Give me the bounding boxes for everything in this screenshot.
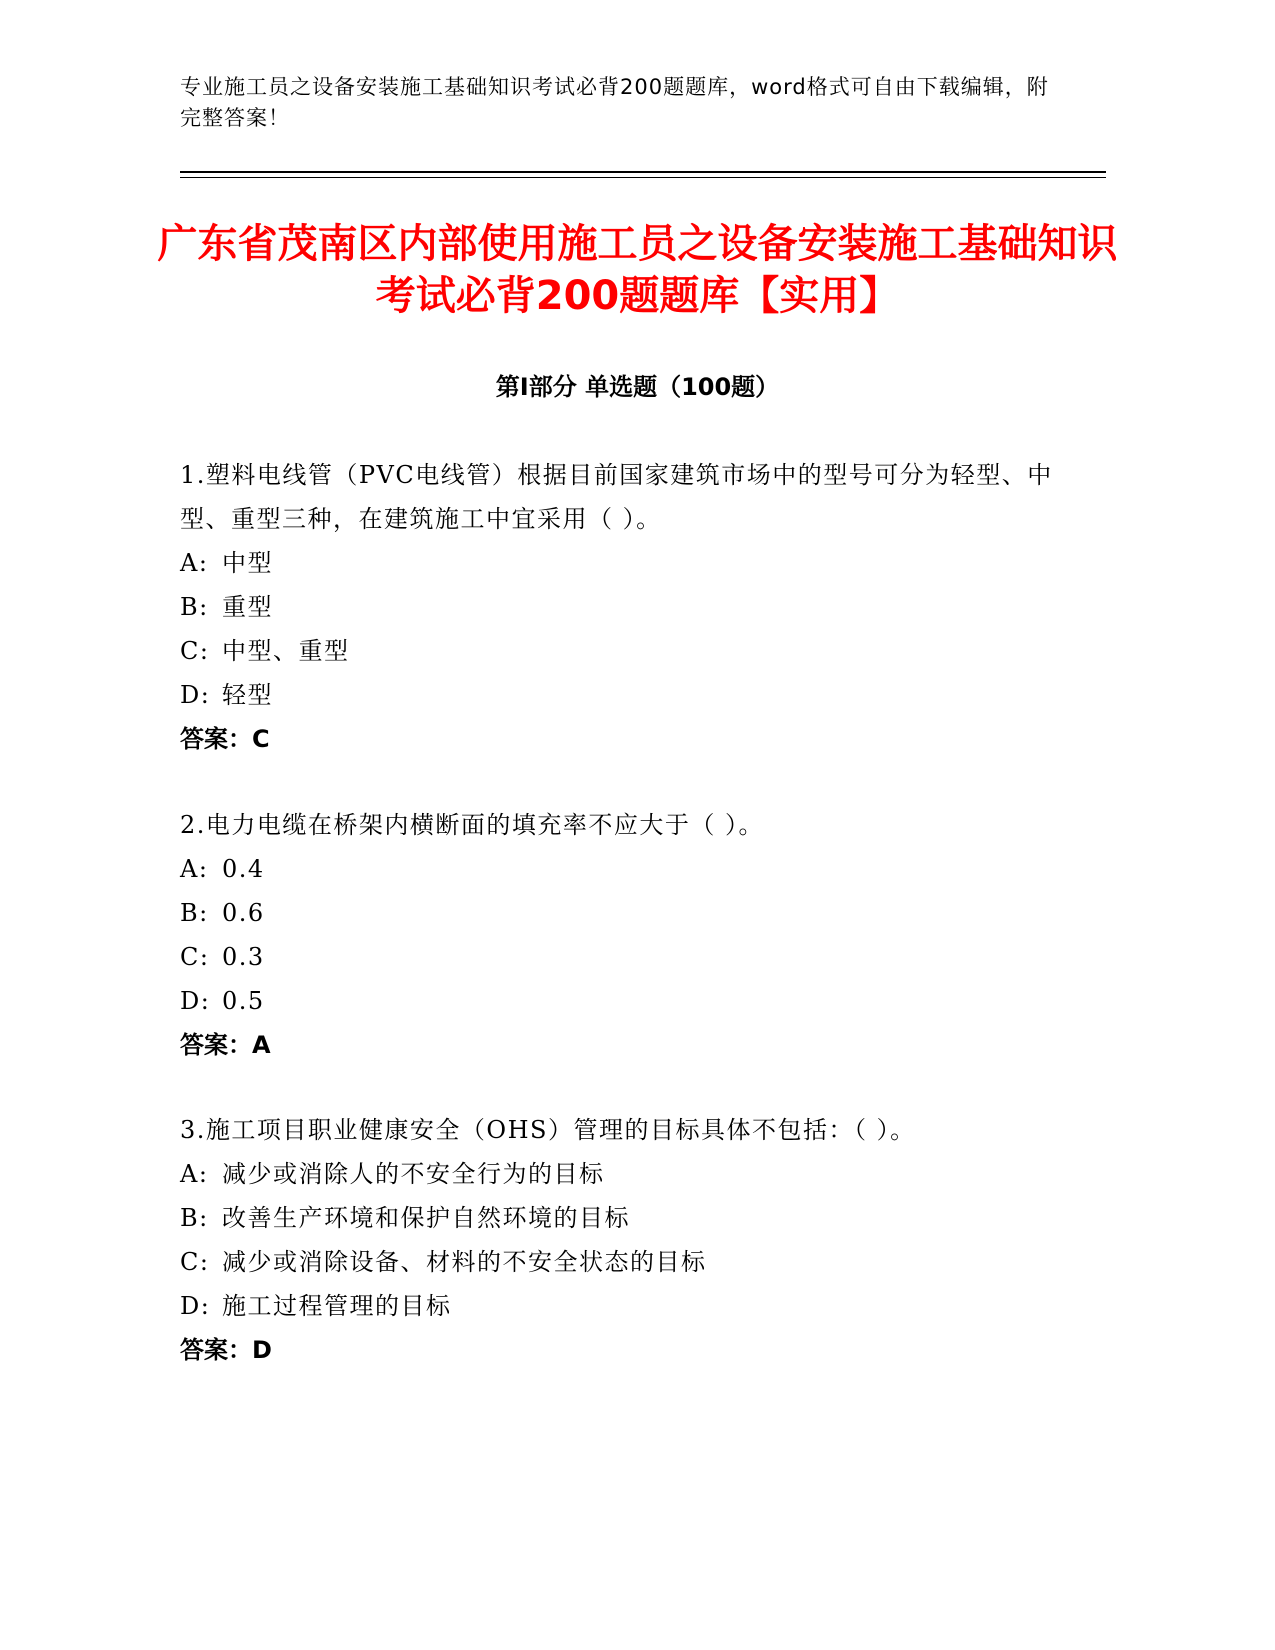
option-letter: C: bbox=[180, 637, 210, 665]
option-text: 0.6 bbox=[222, 899, 265, 927]
option-a bbox=[180, 847, 1060, 891]
option-text: 改善生产环境和保护自然环境的目标 bbox=[222, 1204, 630, 1232]
option-letter: B: bbox=[180, 593, 209, 621]
option-c bbox=[180, 629, 1060, 673]
option-d bbox=[180, 673, 1060, 717]
question-1 bbox=[180, 453, 1060, 761]
option-letter: A: bbox=[180, 1160, 209, 1188]
option-text: 0.4 bbox=[222, 855, 265, 883]
option-letter: D: bbox=[180, 1292, 211, 1320]
option-d bbox=[180, 1284, 1060, 1328]
option-text: 施工过程管理的目标 bbox=[222, 1292, 452, 1320]
header-divider-thick bbox=[180, 171, 1106, 173]
answer: 答案：A bbox=[180, 1031, 271, 1059]
option-letter: A: bbox=[180, 855, 209, 883]
option-text: 中型、重型 bbox=[222, 637, 350, 665]
option-a bbox=[180, 1152, 1060, 1196]
answer: 答案：D bbox=[180, 1336, 272, 1364]
section-heading: 第Ⅰ部分 单选题（100题） bbox=[495, 373, 780, 401]
option-a bbox=[180, 541, 1060, 585]
option-letter: A: bbox=[180, 549, 209, 577]
header-divider-thin bbox=[180, 177, 1106, 178]
question-2 bbox=[180, 803, 1060, 1067]
option-b bbox=[180, 585, 1060, 629]
option-text: 减少或消除人的不安全行为的目标 bbox=[222, 1160, 605, 1188]
option-letter: C: bbox=[180, 1248, 210, 1276]
option-letter: B: bbox=[180, 899, 209, 927]
header-note: 专业施工员之设备安装施工基础知识考试必背200题题库，word格式可自由下载编辑，附完整答案！ bbox=[180, 75, 1049, 130]
question-3 bbox=[180, 1108, 1060, 1372]
option-letter: D: bbox=[180, 987, 211, 1015]
option-text: 0.5 bbox=[222, 987, 265, 1015]
answer: 答案：C bbox=[180, 725, 270, 753]
question-stem: 3.施工项目职业健康安全（OHS）管理的目标具体不包括：（ ）。 bbox=[180, 1116, 916, 1144]
question-stem: 2.电力电缆在桥架内横断面的填充率不应大于（ ）。 bbox=[180, 811, 765, 839]
document-title: 广东省茂南区内部使用施工员之设备安装施工基础知识考试必背200题题库【实用】 bbox=[157, 221, 1118, 319]
option-c bbox=[180, 1240, 1060, 1284]
question-stem: 1.塑料电线管（PVC电线管）根据目前国家建筑市场中的型号可分为轻型、中型、重型三种，在建筑施工中宜采用（ ）。 bbox=[180, 461, 1053, 533]
option-b bbox=[180, 891, 1060, 935]
option-text: 重型 bbox=[222, 593, 273, 621]
option-text: 0.3 bbox=[222, 943, 265, 971]
option-letter: D: bbox=[180, 681, 211, 709]
option-letter: C: bbox=[180, 943, 210, 971]
option-b bbox=[180, 1196, 1060, 1240]
option-d bbox=[180, 979, 1060, 1023]
option-text: 中型 bbox=[222, 549, 273, 577]
option-letter: B: bbox=[180, 1204, 209, 1232]
option-text: 减少或消除设备、材料的不安全状态的目标 bbox=[222, 1248, 707, 1276]
option-c bbox=[180, 935, 1060, 979]
option-text: 轻型 bbox=[222, 681, 273, 709]
